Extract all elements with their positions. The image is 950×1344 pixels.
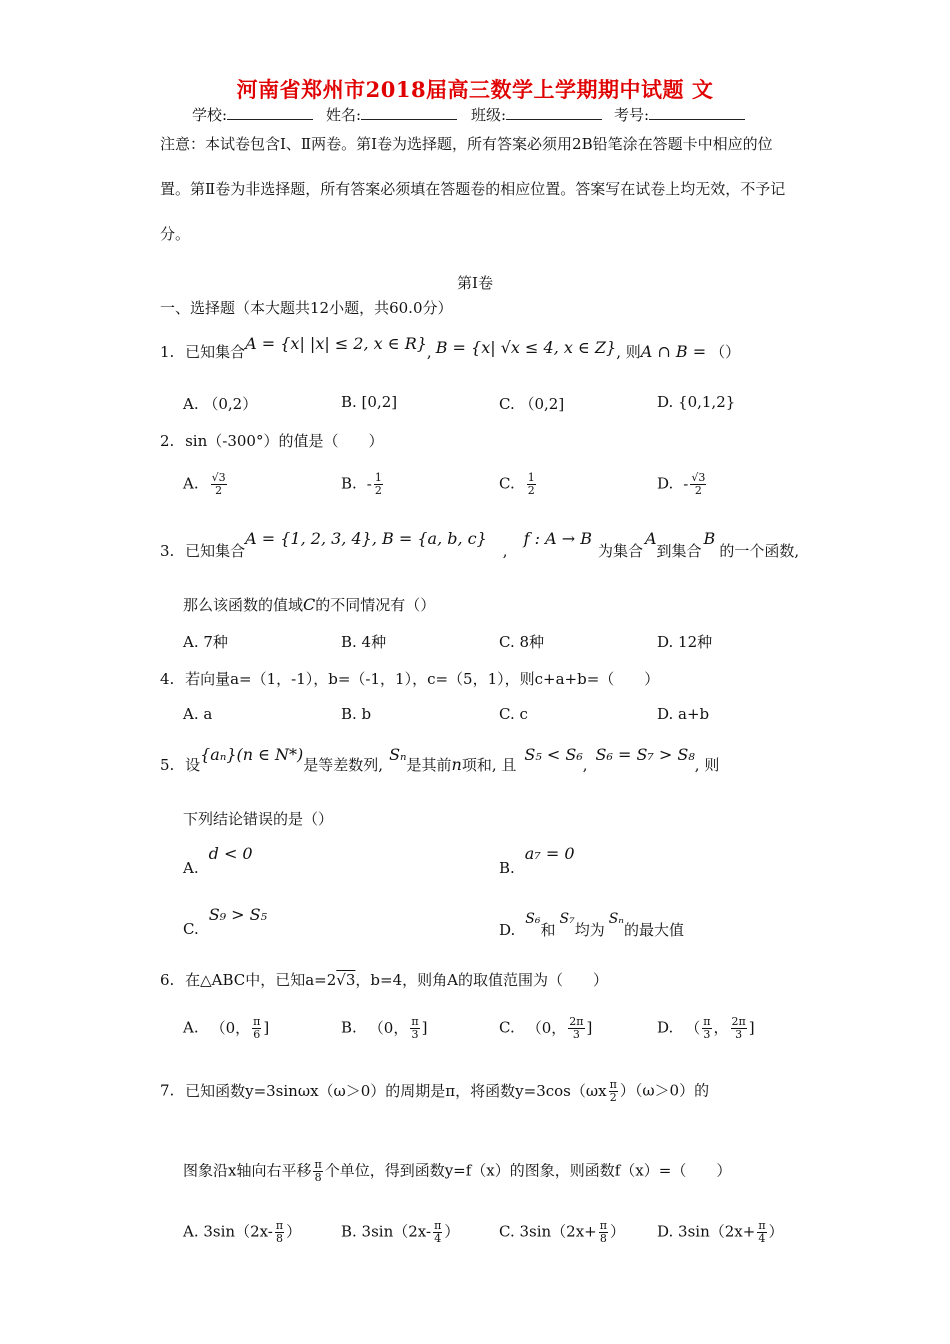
q1-option-a[interactable]: A. （0,2） xyxy=(183,395,258,413)
school-label: 学校: xyxy=(192,106,228,124)
q2-option-c[interactable] xyxy=(499,472,538,497)
q7-option-b[interactable]: B. 3sin（2x- $\frac{\pi}{4}$ ） xyxy=(341,1219,460,1245)
q3-text2: 到集合 xyxy=(656,542,702,560)
q3-option-b[interactable]: B. 4种 xyxy=(341,633,387,651)
q2-b-fraction: $\frac{1}{2}$ xyxy=(374,471,382,497)
q2-c-letter: C. xyxy=(499,474,515,493)
q7-option-c[interactable]: C. 3sin（2x+ $\frac{\pi}{8}$ ） xyxy=(499,1219,625,1245)
q5-text2: 是其前 xyxy=(406,756,452,774)
q5-n: n xyxy=(451,755,462,774)
q3-text1: 为集合 xyxy=(597,542,643,560)
q2-b-letter: B. xyxy=(341,474,357,493)
part-title: 一、选择题（本大题共12小题，共60.0分） xyxy=(160,299,453,317)
q3-set-b-symbol: B xyxy=(703,529,716,548)
q3-option-a[interactable]: A. 7种 xyxy=(183,633,228,651)
q4-option-b[interactable]: B. b xyxy=(341,705,372,723)
q2-number: 2. xyxy=(160,432,175,450)
q2-a-letter: A. xyxy=(183,474,199,493)
q5-option-a[interactable]: A.d < 0 xyxy=(183,844,253,877)
q3-lead: 已知集合 xyxy=(185,542,246,560)
q1-paren: （） xyxy=(710,343,741,361)
q5-option-b[interactable]: B.a₇ = 0 xyxy=(499,844,575,877)
q1-expr: A ∩ B = xyxy=(640,342,707,361)
q6-option-a[interactable]: A. （0， $\frac{\pi}{6}$ ] xyxy=(183,1015,270,1041)
class-label: 班级: xyxy=(471,106,507,124)
q5-sn: Sₙ xyxy=(389,745,407,764)
q7-option-a[interactable]: A. 3sin（2x- $\frac{\pi}{8}$ ） xyxy=(183,1219,302,1245)
q3-text3: 的一个函数, xyxy=(719,542,800,560)
q7-option-d[interactable]: D. 3sin（2x+ $\frac{\pi}{4}$ ） xyxy=(657,1219,784,1245)
q2-c-fraction: $\frac{1}{2}$ xyxy=(527,471,535,497)
exam-no-blank[interactable] xyxy=(649,104,745,120)
q6-option-d[interactable]: D. （ $\frac{\pi}{3}$ ， $\frac{2\pi}{3}$ ] xyxy=(657,1015,755,1041)
q6-sqrt3: √3 xyxy=(336,971,356,989)
question-4 xyxy=(160,668,659,689)
q1-number: 1. xyxy=(160,343,175,361)
q1-option-b[interactable]: B. [0,2] xyxy=(341,393,398,411)
q5-number: 5. xyxy=(160,756,175,774)
q3-option-d[interactable]: D. 12种 xyxy=(657,633,713,651)
name-label: 姓名: xyxy=(326,106,362,124)
q2-text: sin（-300°）的值是（ ） xyxy=(185,432,384,450)
q5-text3: 项和, 且 xyxy=(461,756,517,774)
exam-notice: 注意：本试卷包含Ⅰ、Ⅱ两卷。第Ⅰ卷为选择题，所有答案必须用2B铅笔涂在答题卡中相应的位置。第Ⅱ卷为非选择题，所有答案必须填在答题卷的相应位置。答案写在试卷上均无效，不予记分。 xyxy=(160,135,786,243)
q5-sequence: {aₙ}(n ∈ N*) xyxy=(200,745,304,764)
q3-comma: , xyxy=(502,542,508,560)
volume-heading: 第Ⅰ卷 xyxy=(457,274,493,292)
q2-option-a[interactable] xyxy=(183,472,229,497)
q1-set-a: A = {x| |x| ≤ 2, x ∈ R} xyxy=(245,334,427,353)
q6-option-b[interactable]: B. （0， $\frac{\pi}{3}$ ] xyxy=(341,1015,428,1041)
q2-a-fraction: $\frac{√3}{2}$ xyxy=(211,471,226,497)
q4-option-c[interactable]: C. c xyxy=(499,705,528,723)
q1-comma: , xyxy=(426,343,432,361)
q5-lead: 设 xyxy=(185,756,201,774)
q2-option-b[interactable]: B. - $\frac{1}{2}$ xyxy=(341,471,382,497)
q3-set-a-symbol: A xyxy=(644,529,657,548)
q4-option-a[interactable]: A. a xyxy=(183,705,213,723)
q3-sets: A = {1, 2, 3, 4}, B = {a, b, c} xyxy=(245,529,487,548)
q1-lead: 已知集合 xyxy=(185,343,246,361)
q6-option-c[interactable]: C. （0， $\frac{2\pi}{3}$ ] xyxy=(499,1015,593,1041)
question-5 xyxy=(160,745,720,775)
q3-function: f : A → B xyxy=(523,529,592,548)
q5-text1: 是等差数列, xyxy=(303,756,384,774)
q7-number: 7. xyxy=(160,1081,175,1100)
class-blank[interactable] xyxy=(506,104,602,120)
q1-option-d[interactable]: D. {0,1,2} xyxy=(657,393,736,411)
question-6: 6. 在△ABC中，已知a=2√3，b=4，则角A的取值范围为（ ） xyxy=(160,971,608,989)
exam-title: 河南省郑州市2018届高三数学上学期期中试题 文 xyxy=(236,77,714,102)
exam-no-label: 考号: xyxy=(614,106,650,124)
q2-d-fraction: $\frac{√3}{2}$ xyxy=(691,471,706,497)
question-2 xyxy=(160,430,383,451)
q3-number: 3. xyxy=(160,542,175,560)
q2-d-letter: D. xyxy=(657,474,674,493)
q3-line-2: 那么该函数的值域C的不同情况有（） xyxy=(183,595,436,614)
question-3 xyxy=(160,529,800,561)
q4-option-d[interactable]: D. a+b xyxy=(657,705,710,723)
q5-line-2: 下列结论错误的是（） xyxy=(183,810,334,828)
q6-number: 6. xyxy=(160,971,175,989)
school-blank[interactable] xyxy=(227,104,313,120)
q5-comma: , xyxy=(582,756,588,774)
q4-text: 若向量a=（1，-1），b=（-1，1），c=（5，1），则c+a+b=（ ） xyxy=(185,670,660,688)
name-blank[interactable] xyxy=(361,104,457,120)
q1-tail: , 则 xyxy=(616,343,641,361)
q5-option-d[interactable]: D.S₆和S₇均为Sₙ的最大值 xyxy=(499,911,684,939)
q5-condition-2: S₆ = S₇ > S₈ xyxy=(595,745,695,764)
q5-condition-1: S₅ < S₆ xyxy=(524,745,583,764)
q1-set-b: B = {x| √x ≤ 4, x ∈ Z} xyxy=(435,338,617,357)
q3-option-c[interactable]: C. 8种 xyxy=(499,633,545,651)
q5-option-c[interactable]: C.S₉ > S₅ xyxy=(183,905,268,938)
question-1 xyxy=(160,334,741,362)
q5-text4: , 则 xyxy=(694,756,720,774)
q4-number: 4. xyxy=(160,670,175,688)
q7-line-2: 图象沿x轴向右平移 $\frac{\pi}{8}$ 个单位，得到函数y=f（x）的图象，则函数f（x）=（ ） xyxy=(183,1158,732,1184)
question-7: 7. 已知函数y=3sinωx（ω＞0）的周期是π，将函数y=3cos（ωx $\frac{\pi}{2}$ ）（ω＞0）的 xyxy=(160,1078,710,1104)
q2-option-d[interactable]: D. - $\frac{√3}{2}$ xyxy=(657,471,706,497)
q1-option-c[interactable]: C. （0,2] xyxy=(499,395,565,413)
